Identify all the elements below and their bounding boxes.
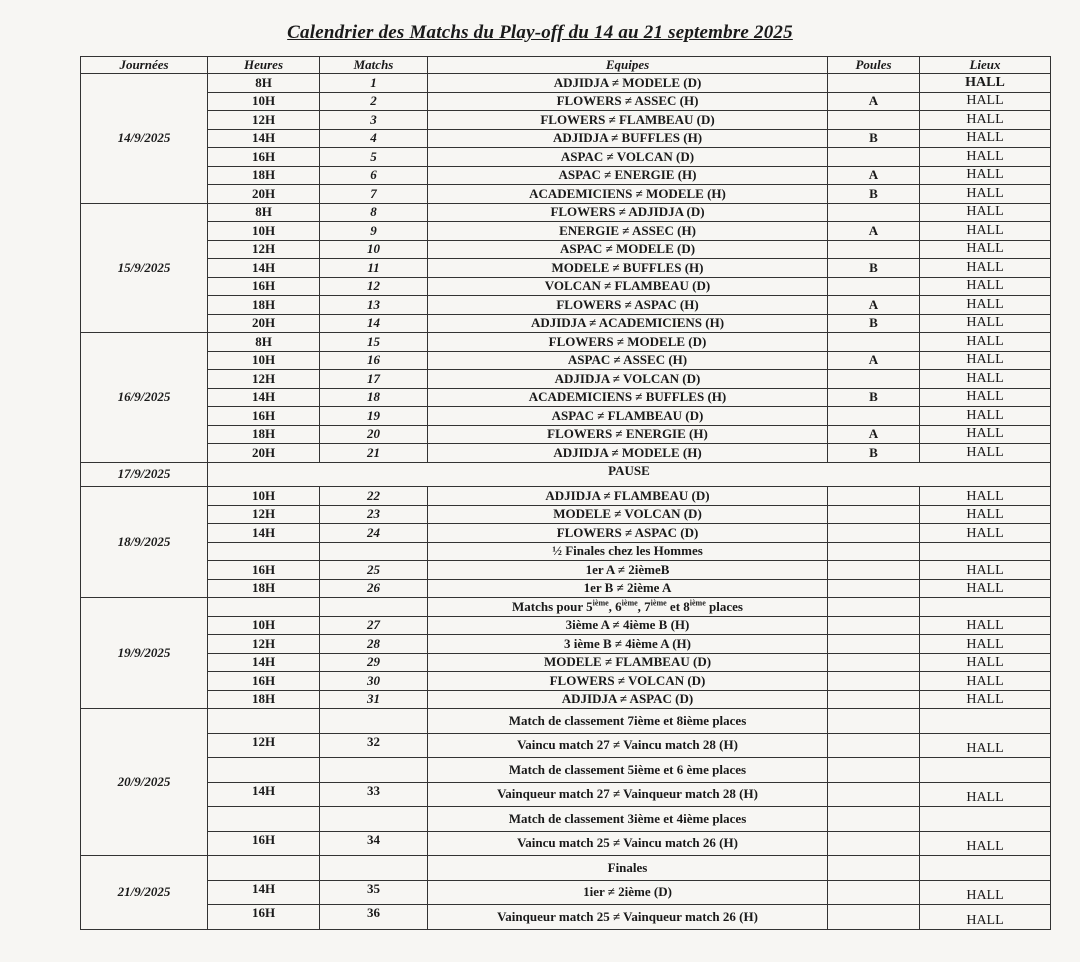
equipes-cell: Vaincu match 25 ≠ Vaincu match 26 (H) <box>428 831 828 856</box>
table-row <box>81 635 1051 654</box>
lieu-cell: HALL <box>920 561 1051 580</box>
heure-cell: 16H <box>208 148 320 167</box>
table-row <box>81 259 1051 278</box>
poule-cell <box>828 616 920 635</box>
section-header-part: , 6 <box>608 598 622 614</box>
poule-cell: B <box>828 259 920 278</box>
match-number: 26 <box>320 579 428 598</box>
heure-cell: 10H <box>208 616 320 635</box>
table-row <box>81 425 1051 444</box>
lieu-cell <box>920 758 1051 783</box>
heure-cell: 14H <box>208 653 320 672</box>
match-number <box>320 709 428 734</box>
table-row <box>81 185 1051 204</box>
section-header: Match de classement 3ième et 4ième places <box>428 807 828 832</box>
heure-cell: 12H <box>208 111 320 130</box>
equipes-cell: FLOWERS ≠ ENERGIE (H) <box>428 425 828 444</box>
table-row <box>81 807 1051 832</box>
poule-cell <box>828 240 920 259</box>
match-number: 1 <box>320 74 428 93</box>
equipes-cell: FLOWERS ≠ MODELE (D) <box>428 333 828 352</box>
equipes-cell: ACADEMICIENS ≠ MODELE (H) <box>428 185 828 204</box>
heure-cell: 20H <box>208 185 320 204</box>
lieu-cell: HALL <box>920 203 1051 222</box>
table-row <box>81 111 1051 130</box>
equipes-cell: FLOWERS ≠ ADJIDJA (D) <box>428 203 828 222</box>
heure-cell <box>208 856 320 881</box>
equipes-cell: ADJIDJA ≠ BUFFLES (H) <box>428 129 828 148</box>
heure-cell: 10H <box>208 487 320 506</box>
lieu-cell: HALL <box>920 185 1051 204</box>
match-number: 14 <box>320 314 428 333</box>
poule-cell <box>828 905 920 930</box>
poule-cell <box>828 690 920 709</box>
heure-cell: 16H <box>208 407 320 426</box>
lieu-cell: HALL <box>920 653 1051 672</box>
match-number: 25 <box>320 561 428 580</box>
poule-cell <box>828 277 920 296</box>
lieu-cell: HALL <box>920 407 1051 426</box>
match-number: 21 <box>320 444 428 463</box>
table-row <box>81 709 1051 734</box>
poule-cell: A <box>828 166 920 185</box>
day-date: 14/9/2025 <box>81 74 208 204</box>
poule-cell <box>828 407 920 426</box>
heure-cell: 14H <box>208 388 320 407</box>
heure-cell: 12H <box>208 240 320 259</box>
lieu-cell: HALL <box>920 733 1051 758</box>
equipes-cell: 3ième A ≠ 4ième B (H) <box>428 616 828 635</box>
heure-cell: 12H <box>208 370 320 389</box>
heure-cell: 18H <box>208 296 320 315</box>
match-number: 17 <box>320 370 428 389</box>
poule-cell <box>828 880 920 905</box>
lieu-cell: HALL <box>920 92 1051 111</box>
match-number: 32 <box>320 733 428 758</box>
schedule-table <box>80 56 1051 930</box>
equipes-cell: ADJIDJA ≠ VOLCAN (D) <box>428 370 828 389</box>
equipes-cell: FLOWERS ≠ VOLCAN (D) <box>428 672 828 691</box>
poule-cell <box>828 807 920 832</box>
heure-cell: 8H <box>208 203 320 222</box>
poule-cell <box>828 542 920 561</box>
table-row <box>81 444 1051 463</box>
table-row <box>81 880 1051 905</box>
table-row <box>81 672 1051 691</box>
poule-cell <box>828 579 920 598</box>
poule-cell <box>828 111 920 130</box>
table-row <box>81 222 1051 241</box>
heure-cell: 12H <box>208 733 320 758</box>
heure-cell: 14H <box>208 782 320 807</box>
heure-cell: 16H <box>208 277 320 296</box>
table-row <box>81 856 1051 881</box>
poule-cell: B <box>828 185 920 204</box>
heure-cell <box>208 758 320 783</box>
lieu-cell: HALL <box>920 351 1051 370</box>
match-number: 15 <box>320 333 428 352</box>
table-row <box>81 542 1051 561</box>
table-row <box>81 758 1051 783</box>
lieu-cell: HALL <box>920 333 1051 352</box>
table-row <box>81 148 1051 167</box>
table-row <box>81 296 1051 315</box>
table-row <box>81 74 1051 93</box>
poule-cell <box>828 524 920 543</box>
equipes-cell: ACADEMICIENS ≠ BUFFLES (H) <box>428 388 828 407</box>
table-row <box>81 690 1051 709</box>
equipes-cell: FLOWERS ≠ ASPAC (D) <box>428 524 828 543</box>
heure-cell: 14H <box>208 524 320 543</box>
equipes-cell: ADJIDJA ≠ FLAMBEAU (D) <box>428 487 828 506</box>
header-journees: Journées <box>81 57 208 74</box>
heure-cell: 14H <box>208 129 320 148</box>
poule-cell: A <box>828 351 920 370</box>
match-number: 22 <box>320 487 428 506</box>
table-row <box>81 407 1051 426</box>
section-header-part: places <box>705 598 743 614</box>
poule-cell: A <box>828 425 920 444</box>
match-number: 16 <box>320 351 428 370</box>
match-number <box>320 758 428 783</box>
match-number: 8 <box>320 203 428 222</box>
match-number: 23 <box>320 505 428 524</box>
poule-cell <box>828 203 920 222</box>
table-row <box>81 370 1051 389</box>
match-number: 13 <box>320 296 428 315</box>
poule-cell <box>828 505 920 524</box>
match-number <box>320 807 428 832</box>
heure-cell: 20H <box>208 314 320 333</box>
day-date: 16/9/2025 <box>81 333 208 463</box>
header-heures: Heures <box>208 57 320 74</box>
match-number: 10 <box>320 240 428 259</box>
lieu-cell: HALL <box>920 425 1051 444</box>
section-header-part: et 8 <box>666 598 690 614</box>
equipes-cell: ENERGIE ≠ ASSEC (H) <box>428 222 828 241</box>
equipes-cell: Vaincu match 27 ≠ Vaincu match 28 (H) <box>428 733 828 758</box>
match-number: 27 <box>320 616 428 635</box>
table-row <box>81 653 1051 672</box>
lieu-cell: HALL <box>920 905 1051 930</box>
table-row <box>81 598 1051 617</box>
lieu-cell: HALL <box>920 831 1051 856</box>
equipes-cell: MODELE ≠ VOLCAN (D) <box>428 505 828 524</box>
equipes-cell: 1er B ≠ 2ième A <box>428 579 828 598</box>
table-row <box>81 733 1051 758</box>
header-lieux: Lieux <box>920 57 1051 74</box>
poule-cell <box>828 672 920 691</box>
heure-cell: 16H <box>208 672 320 691</box>
lieu-cell: HALL <box>920 314 1051 333</box>
poule-cell <box>828 598 920 617</box>
equipes-cell: ADJIDJA ≠ MODELE (H) <box>428 444 828 463</box>
lieu-cell: HALL <box>920 277 1051 296</box>
heure-cell: 10H <box>208 222 320 241</box>
heure-cell: 18H <box>208 166 320 185</box>
table-row <box>81 831 1051 856</box>
lieu-cell: HALL <box>920 672 1051 691</box>
equipes-cell: FLOWERS ≠ ASPAC (H) <box>428 296 828 315</box>
lieu-cell: HALL <box>920 487 1051 506</box>
table-row <box>81 561 1051 580</box>
section-header-part: Matchs pour 5 <box>512 598 593 614</box>
poule-cell <box>828 733 920 758</box>
table-row <box>81 129 1051 148</box>
heure-cell: 18H <box>208 425 320 444</box>
equipes-cell: ASPAC ≠ ASSEC (H) <box>428 351 828 370</box>
equipes-cell: VOLCAN ≠ FLAMBEAU (D) <box>428 277 828 296</box>
heure-cell: 16H <box>208 905 320 930</box>
match-number <box>320 598 428 617</box>
equipes-cell: FLOWERS ≠ ASSEC (H) <box>428 92 828 111</box>
poule-cell: B <box>828 129 920 148</box>
day-date: 18/9/2025 <box>81 487 208 598</box>
lieu-cell <box>920 856 1051 881</box>
heure-cell: 12H <box>208 505 320 524</box>
lieu-cell: HALL <box>920 635 1051 654</box>
match-number: 24 <box>320 524 428 543</box>
heure-cell: 14H <box>208 259 320 278</box>
equipes-cell: 1ier ≠ 2ième (D) <box>428 880 828 905</box>
heure-cell: 8H <box>208 333 320 352</box>
day-date: 15/9/2025 <box>81 203 208 333</box>
table-row <box>81 333 1051 352</box>
table-row <box>81 905 1051 930</box>
table-row <box>81 92 1051 111</box>
lieu-cell: HALL <box>920 444 1051 463</box>
lieu-cell: HALL <box>920 240 1051 259</box>
poule-cell: A <box>828 222 920 241</box>
pause-row <box>81 462 1051 487</box>
poule-cell <box>828 333 920 352</box>
poule-cell: B <box>828 388 920 407</box>
section-header-part: ième <box>650 598 667 608</box>
heure-cell: 12H <box>208 635 320 654</box>
lieu-cell: HALL <box>920 370 1051 389</box>
poule-cell <box>828 782 920 807</box>
poule-cell <box>828 831 920 856</box>
day-date: 21/9/2025 <box>81 856 208 930</box>
table-row <box>81 524 1051 543</box>
header-equipes: Equipes <box>428 57 828 74</box>
header-matchs: Matchs <box>320 57 428 74</box>
page-title: Calendrier des Matchs du Play-off du 14 au 21 septembre 2025 <box>287 22 793 43</box>
heure-cell <box>208 807 320 832</box>
match-number: 36 <box>320 905 428 930</box>
header-poules: Poules <box>828 57 920 74</box>
table-row <box>81 579 1051 598</box>
lieu-cell <box>920 709 1051 734</box>
match-number: 18 <box>320 388 428 407</box>
poule-cell <box>828 148 920 167</box>
poule-cell <box>828 370 920 389</box>
match-number: 19 <box>320 407 428 426</box>
table-row <box>81 351 1051 370</box>
lieu-cell: HALL <box>920 616 1051 635</box>
poule-cell <box>828 635 920 654</box>
lieu-cell: HALL <box>920 296 1051 315</box>
equipes-cell: ASPAC ≠ MODELE (D) <box>428 240 828 259</box>
header-row <box>81 57 1051 74</box>
lieu-cell: HALL <box>920 148 1051 167</box>
lieu-cell: HALL <box>920 222 1051 241</box>
match-number: 3 <box>320 111 428 130</box>
match-number: 6 <box>320 166 428 185</box>
match-number: 28 <box>320 635 428 654</box>
poule-cell: A <box>828 92 920 111</box>
match-number: 20 <box>320 425 428 444</box>
table-row <box>81 487 1051 506</box>
equipes-cell: 3 ième B ≠ 4ième A (H) <box>428 635 828 654</box>
poule-cell <box>828 856 920 881</box>
section-header-part: ième <box>592 598 609 608</box>
schedule-body <box>81 74 1051 930</box>
heure-cell: 16H <box>208 831 320 856</box>
match-number: 5 <box>320 148 428 167</box>
poule-cell <box>828 709 920 734</box>
day-date: 19/9/2025 <box>81 598 208 709</box>
match-number: 11 <box>320 259 428 278</box>
lieu-cell: HALL <box>920 690 1051 709</box>
poule-cell <box>828 758 920 783</box>
heure-cell <box>208 598 320 617</box>
equipes-cell: MODELE ≠ BUFFLES (H) <box>428 259 828 278</box>
lieu-cell: HALL <box>920 74 1051 93</box>
heure-cell: 20H <box>208 444 320 463</box>
table-row <box>81 388 1051 407</box>
match-number: 7 <box>320 185 428 204</box>
match-number <box>320 856 428 881</box>
match-number: 33 <box>320 782 428 807</box>
match-number: 30 <box>320 672 428 691</box>
table-row <box>81 616 1051 635</box>
heure-cell <box>208 542 320 561</box>
equipes-cell: 1er A ≠ 2ièmeB <box>428 561 828 580</box>
lieu-cell: HALL <box>920 166 1051 185</box>
section-header-part: ième <box>621 598 638 608</box>
match-number: 2 <box>320 92 428 111</box>
pause-label: PAUSE <box>208 462 1051 487</box>
lieu-cell: HALL <box>920 524 1051 543</box>
table-row <box>81 505 1051 524</box>
lieu-cell: HALL <box>920 880 1051 905</box>
heure-cell: 14H <box>208 880 320 905</box>
lieu-cell: HALL <box>920 782 1051 807</box>
equipes-cell: MODELE ≠ FLAMBEAU (D) <box>428 653 828 672</box>
lieu-cell <box>920 807 1051 832</box>
match-number: 4 <box>320 129 428 148</box>
day-date: 20/9/2025 <box>81 709 208 856</box>
lieu-cell: HALL <box>920 111 1051 130</box>
lieu-cell: HALL <box>920 259 1051 278</box>
section-header: Match de classement 5ième et 6 ème places <box>428 758 828 783</box>
heure-cell: 18H <box>208 690 320 709</box>
lieu-cell: HALL <box>920 129 1051 148</box>
match-number: 34 <box>320 831 428 856</box>
poule-cell: B <box>828 444 920 463</box>
heure-cell: 16H <box>208 561 320 580</box>
section-header: Finales <box>428 856 828 881</box>
poule-cell <box>828 561 920 580</box>
lieu-cell <box>920 598 1051 617</box>
lieu-cell: HALL <box>920 388 1051 407</box>
poule-cell <box>828 653 920 672</box>
section-header: ½ Finales chez les Hommes <box>428 542 828 561</box>
equipes-cell: ASPAC ≠ VOLCAN (D) <box>428 148 828 167</box>
match-number: 9 <box>320 222 428 241</box>
match-number <box>320 542 428 561</box>
equipes-cell: FLOWERS ≠ FLAMBEAU (D) <box>428 111 828 130</box>
table-row <box>81 166 1051 185</box>
table-row <box>81 240 1051 259</box>
section-header-part: , 7 <box>637 598 651 614</box>
poule-cell <box>828 74 920 93</box>
lieu-cell: HALL <box>920 505 1051 524</box>
table-row <box>81 203 1051 222</box>
equipes-cell: ADJIDJA ≠ ACADEMICIENS (H) <box>428 314 828 333</box>
heure-cell: 18H <box>208 579 320 598</box>
heure-cell: 10H <box>208 92 320 111</box>
poule-cell <box>828 487 920 506</box>
table-row <box>81 314 1051 333</box>
equipes-cell: ASPAC ≠ ENERGIE (H) <box>428 166 828 185</box>
equipes-cell: Vainqueur match 27 ≠ Vainqueur match 28 (H) <box>428 782 828 807</box>
heure-cell: 10H <box>208 351 320 370</box>
equipes-cell: Vainqueur match 25 ≠ Vainqueur match 26 (H) <box>428 905 828 930</box>
equipes-cell: ADJIDJA ≠ ASPAC (D) <box>428 690 828 709</box>
match-number: 29 <box>320 653 428 672</box>
table-row <box>81 782 1051 807</box>
lieu-cell: HALL <box>920 579 1051 598</box>
poule-cell: B <box>828 314 920 333</box>
match-number: 12 <box>320 277 428 296</box>
section-header-part: ième <box>689 598 706 608</box>
heure-cell <box>208 709 320 734</box>
equipes-cell: ASPAC ≠ FLAMBEAU (D) <box>428 407 828 426</box>
heure-cell: 8H <box>208 74 320 93</box>
table-row <box>81 277 1051 296</box>
match-number: 31 <box>320 690 428 709</box>
equipes-cell: ADJIDJA ≠ MODELE (D) <box>428 74 828 93</box>
match-number: 35 <box>320 880 428 905</box>
section-header <box>428 598 828 617</box>
poule-cell: A <box>828 296 920 315</box>
day-date: 17/9/2025 <box>81 462 208 487</box>
lieu-cell <box>920 542 1051 561</box>
section-header: Match de classement 7ième et 8ième places <box>428 709 828 734</box>
